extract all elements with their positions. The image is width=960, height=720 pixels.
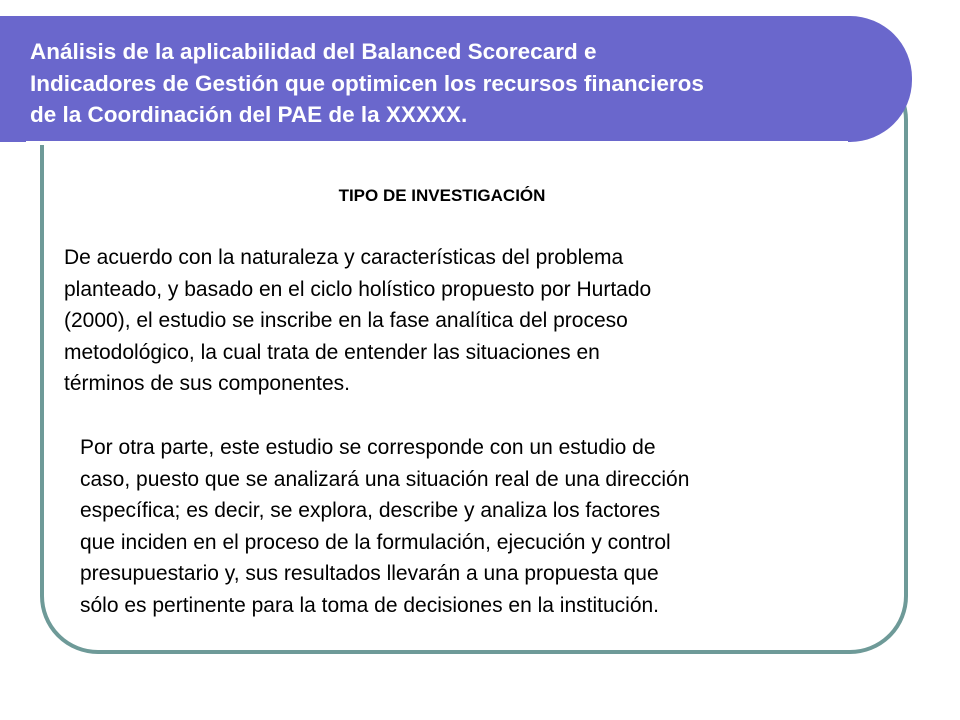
slide-title: Análisis de la aplicabilidad del Balanced Scorecard e Indicadores de Gestión que optimicen los recursos financieros de la Coordinación del PAE de la XXXXX. xyxy=(30,39,704,127)
paragraph-2: Por otra parte, este estudio se corresponde con un estudio de caso, puesto que se analizará una situación real de una dirección específica; es decir, se explora, describe y analiza los factores que inciden en el proceso de la formulación, ejecución y control presupuestario y, sus resultados llevarán a una propuesta que sólo es pertinente para la toma de decisiones en la institución. xyxy=(80,436,690,617)
section-heading: TIPO DE INVESTIGACIÓN xyxy=(338,186,546,205)
title-banner xyxy=(0,16,912,142)
paragraph-1: De acuerdo con la naturaleza y características del problema planteado, y basado en el ciclo holístico propuesto por Hurtado (2000), el estudio se inscribe en la fase analítica del proceso metodológico, la cual trata de entender las situaciones en términos de sus componentes. xyxy=(64,246,652,395)
title-underline xyxy=(26,141,848,145)
